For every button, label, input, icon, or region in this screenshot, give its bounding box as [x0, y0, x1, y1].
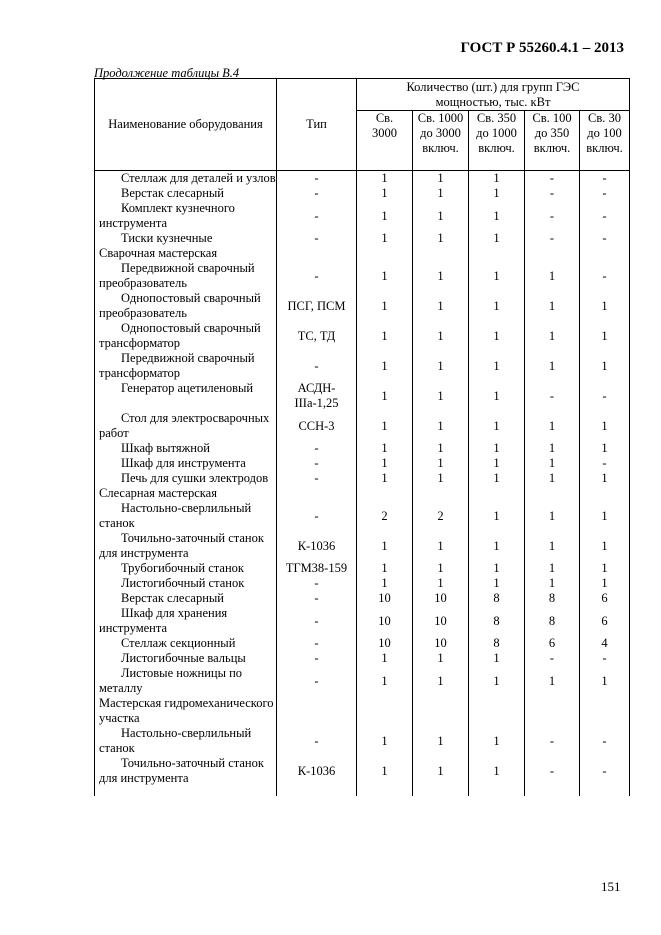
empty-cell [277, 246, 357, 261]
quantity-cell: - [580, 186, 630, 201]
quantity-cell: 1 [580, 291, 630, 321]
quantity-cell: 1 [413, 471, 469, 486]
quantity-cell: - [580, 381, 630, 411]
quantity-cell: 1 [580, 561, 630, 576]
header-type: Тип [277, 79, 357, 171]
table-row [95, 651, 630, 666]
equipment-name [95, 411, 277, 441]
equipment-name-text: Настольно-сверлильный станок [99, 501, 252, 530]
quantity-cell: 10 [357, 606, 413, 636]
document-header: ГОСТ Р 55260.4.1 – 2013 [460, 40, 624, 56]
quantity-cell: 1 [357, 231, 413, 246]
quantity-cell: 1 [469, 261, 525, 291]
section-title: Слесарная мастерская [95, 486, 277, 501]
equipment-name-text: Стеллаж для деталей и узлов [121, 171, 276, 185]
quantity-cell: 1 [469, 291, 525, 321]
table-row [95, 456, 630, 471]
quantity-cell: 1 [357, 171, 413, 187]
equipment-name [95, 666, 277, 696]
quantity-cell: 8 [469, 636, 525, 651]
quantity-cell: 8 [525, 606, 580, 636]
empty-cell [357, 486, 413, 501]
quantity-cell: 1 [469, 201, 525, 231]
equipment-type: - [277, 591, 357, 606]
quantity-cell: 1 [469, 471, 525, 486]
equipment-name [95, 636, 277, 651]
table-row [95, 636, 630, 651]
quantity-cell: 1 [413, 231, 469, 246]
table-row [95, 441, 630, 456]
empty-cell [357, 696, 413, 726]
table-row [95, 576, 630, 591]
empty-cell [525, 786, 580, 796]
quantity-cell: 2 [357, 501, 413, 531]
quantity-cell: 1 [525, 501, 580, 531]
equipment-name-text: Точильно-заточный станок для инструмента [99, 531, 264, 560]
quantity-cell: 1 [357, 726, 413, 756]
section-row [95, 246, 630, 261]
quantity-cell: 1 [469, 186, 525, 201]
quantity-cell: - [525, 186, 580, 201]
quantity-cell: 1 [525, 576, 580, 591]
quantity-cell: - [525, 231, 580, 246]
header-group: Количество (шт.) для групп ГЭС мощностью, тыс. кВт [357, 79, 630, 111]
quantity-cell: 1 [413, 186, 469, 201]
table-row [95, 501, 630, 531]
header-g5: Св. 30 до 100 включ. [580, 111, 630, 171]
empty-cell [525, 246, 580, 261]
equipment-name-text: Трубогибочный станок [121, 561, 244, 575]
quantity-cell: 1 [525, 471, 580, 486]
quantity-cell: 1 [469, 171, 525, 187]
table-row [95, 351, 630, 381]
table-row [95, 531, 630, 561]
quantity-cell: 4 [580, 636, 630, 651]
quantity-cell: 1 [525, 561, 580, 576]
quantity-cell: 1 [413, 576, 469, 591]
equipment-name-text: Генератор ацетиленовый [121, 381, 254, 395]
equipment-type: - [277, 636, 357, 651]
quantity-cell: 1 [525, 261, 580, 291]
equipment-name-text: Шкаф вытяжной [121, 441, 210, 455]
quantity-cell: 1 [357, 561, 413, 576]
empty-cell [469, 696, 525, 726]
quantity-cell: 10 [413, 636, 469, 651]
quantity-cell: 1 [357, 576, 413, 591]
quantity-cell: 1 [469, 501, 525, 531]
equipment-name [95, 186, 277, 201]
quantity-cell: 1 [357, 756, 413, 786]
quantity-cell: 1 [357, 456, 413, 471]
equipment-name [95, 651, 277, 666]
quantity-cell: 1 [580, 351, 630, 381]
table-row [95, 381, 630, 411]
quantity-cell: 1 [413, 171, 469, 187]
quantity-cell: 1 [469, 231, 525, 246]
table-row [95, 726, 630, 756]
equipment-name-text: Настольно-сверлильный станок [99, 726, 252, 755]
quantity-cell: 1 [357, 411, 413, 441]
equipment-type: ТГМ38-159 [277, 561, 357, 576]
quantity-cell: 1 [525, 411, 580, 441]
empty-cell [469, 486, 525, 501]
empty-cell [277, 786, 357, 796]
quantity-cell: 1 [357, 666, 413, 696]
equipment-type: - [277, 471, 357, 486]
quantity-cell: - [525, 171, 580, 187]
empty-cell [580, 786, 630, 796]
equipment-name-text: Передвижной сварочный трансформатор [99, 351, 255, 380]
table-row [95, 471, 630, 486]
quantity-cell: 1 [413, 381, 469, 411]
quantity-cell: 1 [580, 666, 630, 696]
equipment-type: - [277, 201, 357, 231]
equipment-type: - [277, 651, 357, 666]
equipment-type: - [277, 231, 357, 246]
quantity-cell: 1 [469, 531, 525, 561]
equipment-name [95, 591, 277, 606]
quantity-cell: 1 [469, 456, 525, 471]
equipment-name [95, 441, 277, 456]
equipment-name-text: Шкаф для хранения инструмента [99, 606, 228, 635]
quantity-cell: 1 [525, 531, 580, 561]
empty-cell [525, 486, 580, 501]
quantity-cell: - [580, 651, 630, 666]
quantity-cell: 1 [580, 411, 630, 441]
quantity-cell: 1 [525, 321, 580, 351]
equipment-name [95, 576, 277, 591]
quantity-cell: 1 [580, 531, 630, 561]
empty-cell [525, 696, 580, 726]
table-row [95, 606, 630, 636]
equipment-name [95, 471, 277, 486]
quantity-cell: 1 [357, 381, 413, 411]
quantity-cell: - [525, 756, 580, 786]
quantity-cell: - [525, 651, 580, 666]
empty-cell [413, 696, 469, 726]
section-row [95, 696, 630, 726]
quantity-cell: 1 [469, 666, 525, 696]
equipment-name-text: Передвижной сварочный преобразователь [99, 261, 255, 290]
equipment-name [95, 231, 277, 246]
quantity-cell: 1 [580, 441, 630, 456]
equipment-name [95, 456, 277, 471]
table-row [95, 321, 630, 351]
empty-cell [580, 246, 630, 261]
quantity-cell: 1 [357, 321, 413, 351]
equipment-type: АСДН-IIIа-1,25 [277, 381, 357, 411]
quantity-cell: 1 [357, 186, 413, 201]
equipment-name-text: Верстак слесарный [121, 186, 224, 200]
quantity-cell: 1 [525, 441, 580, 456]
header-g3: Св. 350 до 1000 включ. [469, 111, 525, 171]
quantity-cell: 10 [413, 606, 469, 636]
quantity-cell: 1 [525, 456, 580, 471]
quantity-cell: 1 [357, 351, 413, 381]
page-number: 151 [601, 879, 621, 894]
empty-cell [413, 246, 469, 261]
quantity-cell: 1 [469, 651, 525, 666]
equipment-name [95, 501, 277, 531]
equipment-name [95, 381, 277, 411]
equipment-type: - [277, 171, 357, 187]
section-title: Мастерская гидромеханического участка [95, 696, 277, 726]
equipment-type: К-1036 [277, 531, 357, 561]
quantity-cell: 1 [413, 726, 469, 756]
empty-cell [357, 246, 413, 261]
quantity-cell: 1 [469, 726, 525, 756]
table-continuation [95, 786, 630, 796]
quantity-cell: 1 [357, 261, 413, 291]
quantity-cell: 1 [469, 576, 525, 591]
quantity-cell: - [580, 456, 630, 471]
quantity-cell: 1 [580, 576, 630, 591]
quantity-cell: 1 [413, 411, 469, 441]
quantity-cell: 10 [357, 636, 413, 651]
quantity-cell: 1 [413, 756, 469, 786]
quantity-cell: 8 [469, 606, 525, 636]
quantity-cell: 1 [469, 441, 525, 456]
equipment-type: - [277, 606, 357, 636]
quantity-cell: 1 [580, 321, 630, 351]
empty-cell [277, 486, 357, 501]
table-row [95, 171, 630, 187]
quantity-cell: 1 [357, 471, 413, 486]
quantity-cell: 1 [413, 666, 469, 696]
equipment-name-text: Однопостовый сварочный преобразователь [99, 291, 261, 320]
quantity-cell: 8 [469, 591, 525, 606]
quantity-cell: 10 [357, 591, 413, 606]
quantity-cell: 1 [580, 501, 630, 531]
equipment-type: ССН-3 [277, 411, 357, 441]
equipment-type: - [277, 351, 357, 381]
equipment-name-text: Листогибочный станок [121, 576, 245, 590]
section-title: Сварочная мастерская [95, 246, 277, 261]
quantity-cell: 6 [525, 636, 580, 651]
header-g4: Св. 100 до 350 включ. [525, 111, 580, 171]
quantity-cell: 1 [580, 471, 630, 486]
equipment-type: ТС, ТД [277, 321, 357, 351]
table-row [95, 291, 630, 321]
quantity-cell: 1 [413, 201, 469, 231]
quantity-cell: 1 [469, 381, 525, 411]
quantity-cell: 1 [413, 561, 469, 576]
equipment-name [95, 351, 277, 381]
empty-cell [277, 696, 357, 726]
equipment-type: К-1036 [277, 756, 357, 786]
header-g1: Св. 3000 [357, 111, 413, 171]
quantity-cell: 1 [469, 411, 525, 441]
equipment-name-text: Листовые ножницы по металлу [99, 666, 243, 695]
header-name: Наименование оборудования [95, 79, 277, 171]
equipment-name [95, 171, 277, 187]
equipment-type: - [277, 456, 357, 471]
equipment-name [95, 201, 277, 231]
equipment-type: ПСГ, ПСМ [277, 291, 357, 321]
quantity-cell: - [525, 201, 580, 231]
equipment-name-text: Тиски кузнечные [121, 231, 213, 245]
equipment-name [95, 291, 277, 321]
empty-cell [413, 786, 469, 796]
empty-cell [469, 786, 525, 796]
quantity-cell: 1 [469, 351, 525, 381]
equipment-name-text: Печь для сушки электродов [121, 471, 269, 485]
empty-cell [580, 486, 630, 501]
equipment-name-text: Стол для электросварочных работ [99, 411, 270, 440]
equipment-name [95, 261, 277, 291]
quantity-cell: 1 [413, 531, 469, 561]
quantity-cell: - [525, 381, 580, 411]
quantity-cell: 1 [357, 531, 413, 561]
empty-cell [357, 786, 413, 796]
equipment-name [95, 606, 277, 636]
equipment-name-text: Однопостовый сварочный трансформатор [99, 321, 261, 350]
quantity-cell: 10 [413, 591, 469, 606]
equipment-table [94, 78, 630, 796]
quantity-cell: - [580, 231, 630, 246]
equipment-type: - [277, 261, 357, 291]
quantity-cell: 1 [469, 321, 525, 351]
empty-cell [413, 486, 469, 501]
equipment-type: - [277, 441, 357, 456]
table-body [95, 171, 630, 797]
quantity-cell: 1 [413, 291, 469, 321]
empty-cell [95, 786, 277, 796]
equipment-name [95, 756, 277, 786]
quantity-cell: 1 [469, 561, 525, 576]
table-row [95, 201, 630, 231]
equipment-type: - [277, 666, 357, 696]
quantity-cell: 1 [413, 456, 469, 471]
quantity-cell: 1 [413, 651, 469, 666]
empty-cell [469, 246, 525, 261]
equipment-type: - [277, 726, 357, 756]
table-row [95, 756, 630, 786]
quantity-cell: 1 [525, 291, 580, 321]
equipment-name-text: Шкаф для инструмента [121, 456, 246, 470]
equipment-type: - [277, 501, 357, 531]
table-caption: Продолжение таблицы В.4 [94, 66, 240, 80]
equipment-type: - [277, 186, 357, 201]
table-row [95, 231, 630, 246]
equipment-type: - [277, 576, 357, 591]
quantity-cell: - [580, 171, 630, 187]
empty-cell [580, 696, 630, 726]
quantity-cell: 1 [357, 201, 413, 231]
equipment-name-text: Комплект кузнечного инструмента [99, 201, 235, 230]
table-row [95, 261, 630, 291]
quantity-cell: 1 [357, 651, 413, 666]
quantity-cell: 1 [413, 321, 469, 351]
equipment-name-text: Листогибочные вальцы [121, 651, 246, 665]
section-row [95, 486, 630, 501]
quantity-cell: 1 [357, 441, 413, 456]
equipment-name [95, 321, 277, 351]
quantity-cell: 1 [525, 666, 580, 696]
quantity-cell: 1 [525, 351, 580, 381]
quantity-cell: - [580, 201, 630, 231]
equipment-name-text: Верстак слесарный [121, 591, 224, 605]
equipment-name [95, 561, 277, 576]
quantity-cell: 6 [580, 606, 630, 636]
quantity-cell: 1 [413, 441, 469, 456]
quantity-cell: 1 [357, 291, 413, 321]
quantity-cell: 2 [413, 501, 469, 531]
quantity-cell: - [580, 726, 630, 756]
equipment-name [95, 531, 277, 561]
table-row [95, 561, 630, 576]
equipment-name [95, 726, 277, 756]
quantity-cell: 1 [469, 756, 525, 786]
table-row [95, 591, 630, 606]
header-g2: Св. 1000 до 3000 включ. [413, 111, 469, 171]
quantity-cell: 8 [525, 591, 580, 606]
quantity-cell: - [580, 261, 630, 291]
equipment-name-text: Стеллаж секционный [121, 636, 236, 650]
equipment-name-text: Точильно-заточный станок для инструмента [99, 756, 264, 785]
quantity-cell: - [525, 726, 580, 756]
quantity-cell: 1 [413, 351, 469, 381]
table-row [95, 666, 630, 696]
quantity-cell: 1 [413, 261, 469, 291]
table-row [95, 186, 630, 201]
table-row [95, 411, 630, 441]
quantity-cell: 6 [580, 591, 630, 606]
quantity-cell: - [580, 756, 630, 786]
